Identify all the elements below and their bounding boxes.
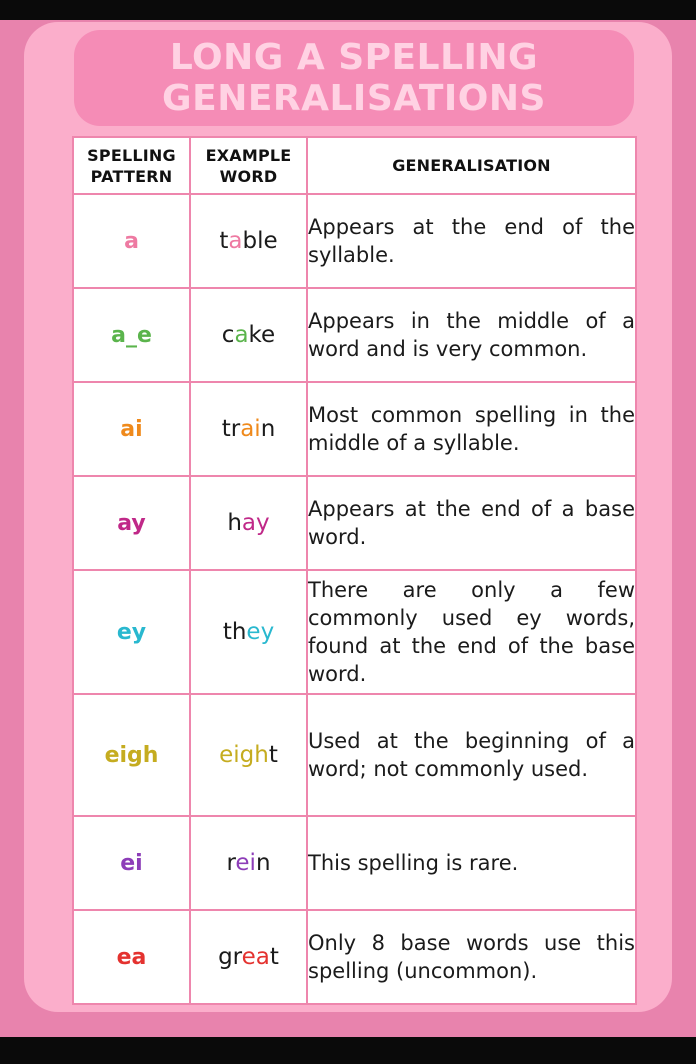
table-row — [73, 910, 636, 1004]
generalisation-cell: Appears at the end of the syllable. — [307, 194, 636, 288]
word-part: ke — [248, 322, 276, 348]
header-pattern-line-2: PATTERN — [90, 166, 173, 186]
generalisation-cell: Most common spelling in the middle of a syllable. — [307, 382, 636, 476]
example-word-cell — [190, 288, 307, 382]
pattern-cell — [73, 910, 190, 1004]
word-highlight: ea — [241, 944, 270, 970]
word-part: gr — [218, 944, 242, 970]
word-highlight: ai — [240, 416, 261, 442]
spelling-table — [72, 136, 637, 1005]
example-word-cell — [190, 382, 307, 476]
pattern-text: a — [124, 228, 139, 254]
pattern-cell — [73, 194, 190, 288]
table-row — [73, 694, 636, 816]
word-highlight: ey — [246, 619, 275, 645]
generalisation-cell: Used at the beginning of a word; not commonly used. — [307, 694, 636, 816]
table-row — [73, 816, 636, 910]
header-spelling-pattern — [73, 137, 190, 194]
pattern-text: eigh — [104, 742, 159, 768]
word-part: h — [227, 510, 242, 536]
word-highlight: eigh — [219, 742, 269, 768]
table-row — [73, 570, 636, 694]
pattern-cell — [73, 816, 190, 910]
generalisation-cell: This spelling is rare. — [307, 816, 636, 910]
header-word-line-2: WORD — [219, 166, 278, 186]
title-banner — [74, 30, 634, 126]
word-part: r — [226, 850, 236, 876]
title-line-2: GENERALISATIONS — [162, 78, 546, 119]
top-frame-bar — [0, 0, 696, 20]
example-word-cell — [190, 194, 307, 288]
title-line-1: LONG A SPELLING — [169, 37, 539, 78]
pattern-text: ei — [120, 850, 143, 876]
pattern-text: ai — [120, 416, 143, 442]
word-part: n — [255, 850, 271, 876]
pattern-cell — [73, 476, 190, 570]
pattern-cell — [73, 382, 190, 476]
pattern-text: ea — [116, 944, 147, 970]
pattern-text: ey — [116, 619, 147, 645]
table-header-row — [73, 137, 636, 194]
word-part: th — [222, 619, 247, 645]
pattern-cell — [73, 694, 190, 816]
table-row — [73, 288, 636, 382]
header-generalisation: GENERALISATION — [307, 137, 636, 194]
word-highlight: ay — [241, 510, 270, 536]
word-part: ble — [242, 228, 278, 254]
generalisation-cell: Appears in the middle of a word and is very common. — [307, 288, 636, 382]
bottom-frame-bar — [0, 1037, 696, 1064]
generalisation-cell: There are only a few commonly used ey words, found at the end of the base word. — [307, 570, 636, 694]
example-word-cell — [190, 816, 307, 910]
word-part: c — [221, 322, 235, 348]
example-word-cell — [190, 570, 307, 694]
header-example-word — [190, 137, 307, 194]
word-highlight: a — [228, 228, 243, 254]
generalisation-cell: Appears at the end of a base word. — [307, 476, 636, 570]
pattern-text: a_e — [111, 322, 152, 348]
table-row — [73, 476, 636, 570]
pattern-text: ay — [117, 510, 146, 536]
table-row — [73, 194, 636, 288]
word-part: t — [268, 742, 278, 768]
example-word-cell — [190, 476, 307, 570]
pattern-cell — [73, 570, 190, 694]
pattern-cell — [73, 288, 190, 382]
header-word-line-1: EXAMPLE — [205, 145, 292, 165]
table-row — [73, 382, 636, 476]
word-highlight: a — [234, 322, 249, 348]
word-highlight: ei — [235, 850, 256, 876]
word-part: t — [219, 228, 229, 254]
word-part: t — [269, 944, 279, 970]
example-word-cell — [190, 910, 307, 1004]
word-part: tr — [221, 416, 241, 442]
generalisation-cell: Only 8 base words use this spelling (uncommon). — [307, 910, 636, 1004]
example-word-cell — [190, 694, 307, 816]
word-part: n — [260, 416, 276, 442]
header-pattern-line-1: SPELLING — [87, 145, 176, 165]
